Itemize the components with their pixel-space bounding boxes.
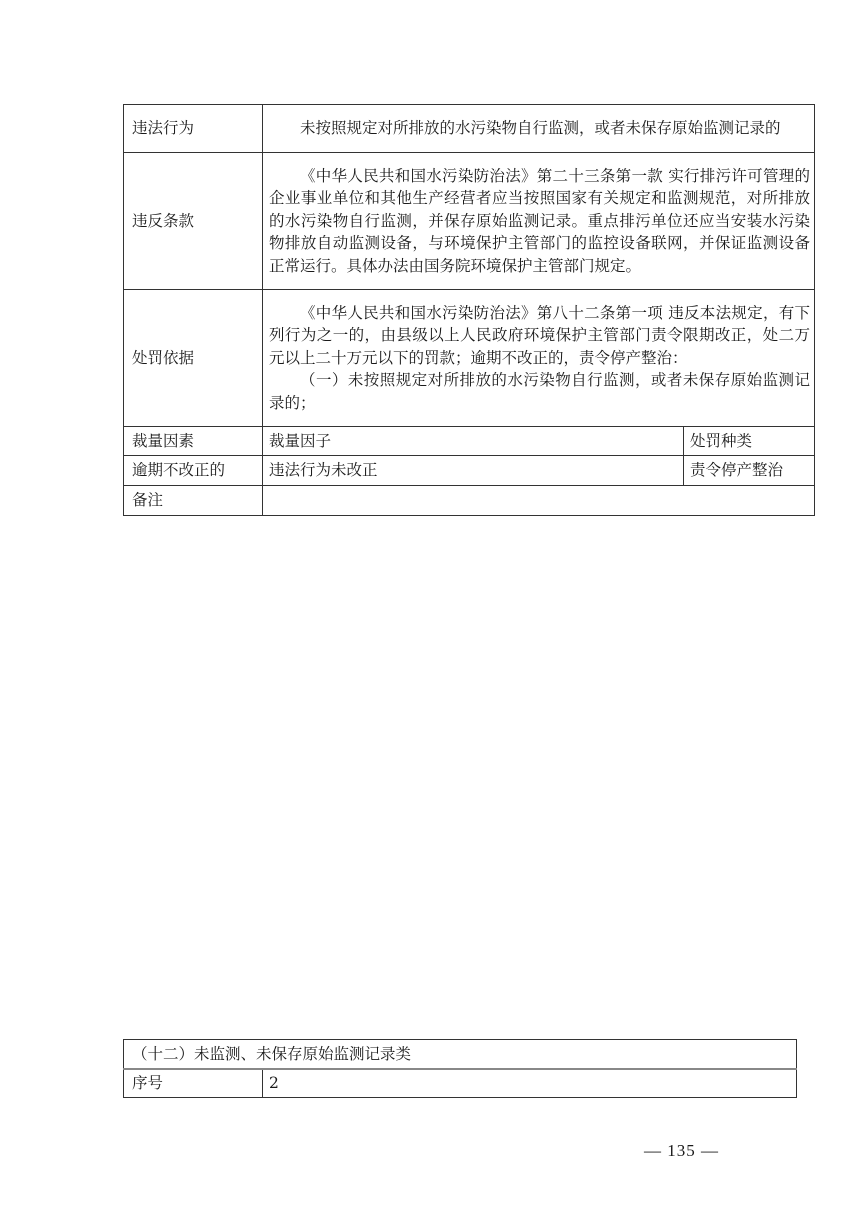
remarks-label: 备注 — [124, 486, 263, 516]
discretion-header-row — [124, 427, 815, 456]
violated-clause-content — [263, 153, 815, 290]
discretion-factor: 违法行为未改正 — [263, 456, 684, 486]
next-category-table — [123, 1039, 797, 1098]
remarks-value — [263, 486, 815, 516]
table-row-violation — [124, 105, 815, 153]
penalty-type: 责令停产整治 — [684, 456, 815, 486]
table-row-violated-clause — [124, 153, 815, 290]
penalty-basis-text: 《中华人民共和国水污染防治法》第八十二条第一项 违反本法规定，有下列行为之一的，由县级以上人民政府环境保护主管部门责令限期改正，处二万元以上二十万元以下的罚款；逾期不改正的，责令停产整治： — [269, 303, 811, 367]
violated-clause-text: 《中华人民共和国水污染防治法》第二十三条第一款 实行排污许可管理的企业事业单位和其他生产经营者应当按照国家有关规定和监测规范，对所排放的水污染物自行监测，并保存原始监测记录。重点排污单位还应当安装水污染物排放自动监测设备，与环境保护主管部门的监控设备联网，并保证监测设备正常运行。具体办法由国务院环境保护主管部门规定。 — [269, 166, 811, 275]
category-title-row — [124, 1040, 797, 1069]
discretion-factor-header: 裁量因素 — [124, 427, 263, 456]
table-row-penalty-basis — [124, 290, 815, 427]
row-label-penalty-basis: 处罚依据 — [124, 290, 263, 427]
serial-label: 序号 — [124, 1069, 263, 1098]
penalty-basis-item: （一）未按照规定对所排放的水污染物自行监测，或者未保存原始监测记录的； — [269, 371, 811, 412]
serial-value: 2 — [263, 1069, 797, 1098]
row-label-violation: 违法行为 — [124, 105, 263, 153]
category-title: （十二）未监测、未保存原始监测记录类 — [124, 1040, 797, 1069]
violation-text: 未按照规定对所排放的水污染物自行监测，或者未保存原始监测记录的 — [300, 119, 781, 138]
violation-content — [263, 105, 815, 153]
remarks-row — [124, 486, 815, 516]
serial-row — [124, 1069, 797, 1098]
penalty-basis-content — [263, 290, 815, 427]
discretion-row — [124, 456, 815, 486]
discretion-condition: 逾期不改正的 — [124, 456, 263, 486]
page-number: — 135 — — [644, 1141, 719, 1160]
penalty-standard-table — [123, 104, 815, 516]
discretion-factor-item-header: 裁量因子 — [263, 427, 684, 456]
row-label-violated-clause: 违反条款 — [124, 153, 263, 290]
penalty-type-header: 处罚种类 — [684, 427, 815, 456]
